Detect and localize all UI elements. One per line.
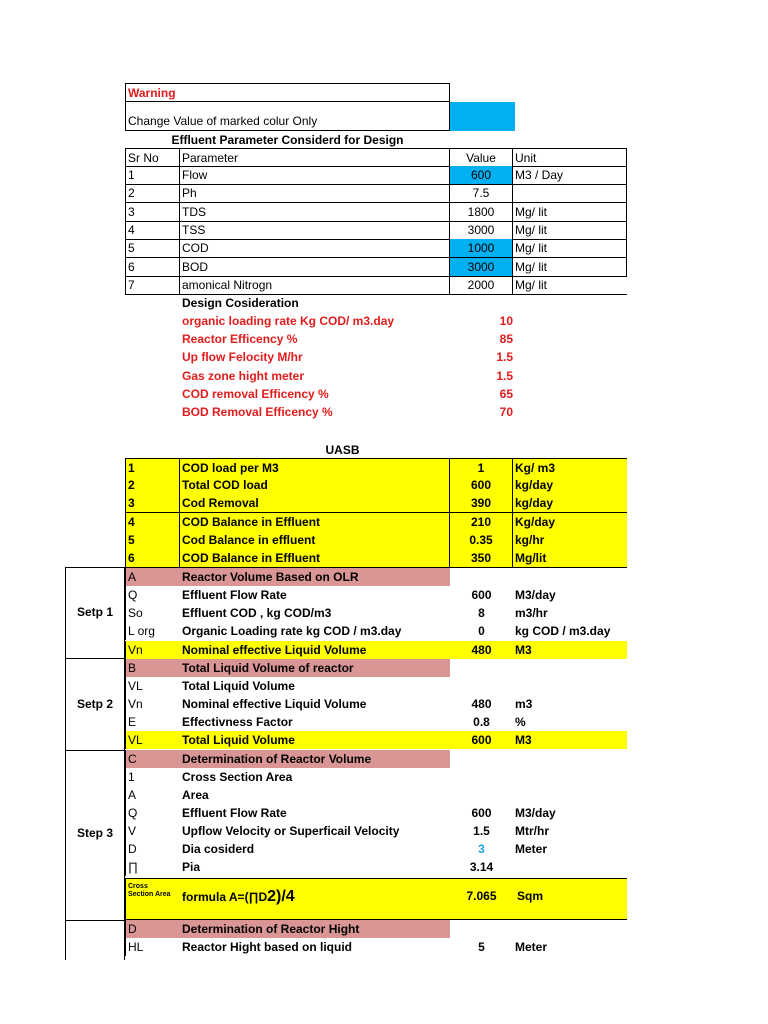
uasb-unit-cell: Mg/lit <box>513 549 627 568</box>
uasb-parameter-cell: COD load per M3 <box>180 458 450 477</box>
design-label: Gas zone hight meter <box>182 368 305 383</box>
header-unit: Unit <box>513 148 627 167</box>
step2-label: Setp 2 <box>76 697 113 711</box>
calc-symbol: Q <box>125 804 180 822</box>
calc-value: 0.8 <box>473 715 490 730</box>
calc-unit: % <box>515 715 526 730</box>
effluent-sr-cell: 6 <box>125 258 180 277</box>
calc-label: Determination of Reactor Hight <box>182 922 360 936</box>
effluent-sr-cell: 1 <box>125 166 180 185</box>
calc-label: Dia cosiderd <box>182 842 255 857</box>
calc-symbol: A <box>125 786 180 804</box>
uasb-parameter-cell: Cod Removal <box>180 494 450 513</box>
calc-symbol: A <box>125 568 180 586</box>
design-label: Reactor Efficency % <box>182 332 298 347</box>
uasb-title: UASB <box>325 443 360 457</box>
calc-symbol: VL <box>125 677 180 695</box>
calc-value: 5 <box>478 940 485 955</box>
calc-symbol: Q <box>125 586 180 604</box>
design-label: organic loading rate Kg COD/ m3.day <box>182 314 395 328</box>
effluent-parameter-cell: BOD <box>180 258 450 277</box>
calc-unit: M3 <box>515 642 532 657</box>
uasb-value-cell: 350 <box>450 549 513 568</box>
calc-value <box>450 786 513 804</box>
calc-value <box>450 920 513 938</box>
step4-box <box>65 920 125 960</box>
calc-value: 600 <box>471 588 492 603</box>
effluent-unit-cell: Mg/ lit <box>513 221 627 240</box>
effluent-value-cell: 2000 <box>450 276 513 295</box>
design-label: BOD Removal Efficency % <box>182 405 333 419</box>
calc-label: Nominal effective Liquid Volume <box>182 642 367 657</box>
calc-symbol: L org <box>125 622 180 640</box>
calc-unit: kg COD / m3.day <box>515 624 611 639</box>
design-value: 65 <box>499 386 513 401</box>
calc-unit <box>513 768 517 786</box>
calc-label: Determination of Reactor Volume <box>182 751 372 766</box>
calc-unit <box>513 858 517 876</box>
calc-symbol: So <box>125 604 180 622</box>
calc-label: Upflow Velocity or Superficail Velocity <box>182 824 400 839</box>
effluent-parameter-cell: TDS <box>180 203 450 222</box>
design-value: 1.5 <box>496 368 513 383</box>
calc-symbol: C <box>125 750 180 768</box>
uasb-parameter-cell: Cod Balance in effluent <box>180 531 450 550</box>
design-label: COD removal Efficency % <box>182 386 329 401</box>
effluent-parameter-cell: COD <box>180 239 450 258</box>
calc-label: Effluent Flow Rate <box>182 805 287 820</box>
uasb-sr-cell: 3 <box>125 494 180 513</box>
uasb-unit-cell: kg/day <box>513 494 627 513</box>
calc-value: 1.5 <box>473 824 490 839</box>
effluent-unit-cell: Mg/ lit <box>513 276 627 295</box>
calc-unit: Meter <box>515 842 548 857</box>
effluent-value-cell: 3000 <box>450 258 513 277</box>
calc-value <box>450 768 513 786</box>
effluent-value-cell: 3000 <box>450 221 513 240</box>
uasb-parameter-cell: COD Balance in Effluent <box>180 513 450 532</box>
uasb-value-cell: 600 <box>450 476 513 495</box>
calc-value <box>450 677 513 695</box>
effluent-unit-cell: Mg/ lit <box>513 258 627 277</box>
effluent-parameter-cell: amonical Nitrogn <box>180 276 450 295</box>
calc-symbol: Vn <box>125 641 180 659</box>
calc-unit: M3/day <box>515 805 556 820</box>
effluent-value-cell: 7.5 <box>450 184 513 203</box>
uasb-parameter-cell: Total COD load <box>180 476 450 495</box>
calc-symbol: HL <box>125 938 180 956</box>
effluent-value-cell: 600 <box>450 166 513 185</box>
calc-unit: M3/day <box>515 588 556 603</box>
calc-value: 3 <box>478 842 485 857</box>
calc-symbol: B <box>125 659 180 677</box>
design-title: Design Cosideration <box>182 296 299 310</box>
uasb-sr-cell: 5 <box>125 531 180 550</box>
calc-symbol: E <box>125 713 180 731</box>
instruction-text: Change Value of marked colur Only <box>128 114 318 128</box>
uasb-unit-cell: kg/hr <box>513 531 627 550</box>
calc-unit: m3 <box>515 697 533 712</box>
design-value: 1.5 <box>496 350 513 365</box>
warning-label: Warning <box>128 86 176 100</box>
calc-symbol: D <box>125 840 180 858</box>
calc-label: Cross Section Area <box>182 769 293 784</box>
uasb-unit-cell: Kg/day <box>513 513 627 532</box>
step3-label: Step 3 <box>76 826 113 840</box>
calc-value: 8 <box>478 606 485 621</box>
step1-label: Setp 1 <box>76 605 113 619</box>
calc-unit <box>513 659 517 677</box>
calc-label: Effluent COD , kg COD/m3 <box>182 606 332 621</box>
formula-part-a: formula A=(∏D <box>182 890 268 904</box>
calc-unit <box>513 920 517 938</box>
effluent-unit-cell: Mg/ lit <box>513 203 627 222</box>
calc-symbol: VL <box>125 731 180 749</box>
calc-symbol: D <box>125 920 180 938</box>
effluent-parameter-cell: Ph <box>180 184 450 203</box>
cross-section-unit: Sqm <box>517 889 544 903</box>
calc-value: 600 <box>471 805 492 820</box>
calc-unit <box>513 677 517 695</box>
uasb-value-cell: 1 <box>450 458 513 477</box>
calc-unit: m3/hr <box>515 606 548 621</box>
effluent-unit-cell <box>513 184 627 203</box>
calc-value <box>450 568 513 586</box>
effluent-sr-cell: 7 <box>125 276 180 295</box>
effluent-sr-cell: 5 <box>125 239 180 258</box>
uasb-sr-cell: 1 <box>125 458 180 477</box>
effluent-parameter-cell: Flow <box>180 166 450 185</box>
cross-section-formula <box>182 887 295 907</box>
calc-unit <box>513 568 517 586</box>
effluent-parameter-cell: TSS <box>180 221 450 240</box>
calc-symbol: Vn <box>125 695 180 713</box>
design-value: 85 <box>499 332 513 347</box>
design-value: 10 <box>499 314 513 328</box>
calc-unit <box>513 786 517 804</box>
calc-label: Effluent Flow Rate <box>182 588 287 603</box>
calc-label: Reactor Hight based on liquid <box>182 940 353 955</box>
calc-unit: Meter <box>515 940 548 955</box>
effluent-value-cell: 1000 <box>450 239 513 258</box>
uasb-value-cell: 0.35 <box>450 531 513 550</box>
effluent-sr-cell: 4 <box>125 221 180 240</box>
uasb-sr-cell: 2 <box>125 476 180 495</box>
design-value: 70 <box>499 405 513 419</box>
effluent-value-cell: 1800 <box>450 203 513 222</box>
calc-label: Total Liquid Volume <box>182 733 295 748</box>
calc-unit: Mtr/hr <box>515 824 549 839</box>
editable-color-swatch <box>450 102 515 131</box>
calc-label: Pia <box>182 860 201 875</box>
calc-label: Effectivness Factor <box>182 715 293 730</box>
calc-value: 3.14 <box>469 860 494 875</box>
calc-value: 480 <box>471 697 492 712</box>
header-parameter: Parameter <box>180 148 450 167</box>
cross-section-value: 7.065 <box>466 889 497 903</box>
calc-label: Organic Loading rate kg COD / m3.day <box>182 624 402 639</box>
header-sr: Sr No <box>125 148 180 167</box>
effluent-unit-cell: M3 / Day <box>513 166 627 185</box>
calc-value: 480 <box>471 642 492 657</box>
calc-unit <box>513 750 517 768</box>
calc-symbol: ∏ <box>125 858 180 876</box>
effluent-unit-cell: Mg/ lit <box>513 239 627 258</box>
effluent-sr-cell: 2 <box>125 184 180 203</box>
calc-label: Total Liquid Volume of reactor <box>182 660 354 675</box>
calc-value <box>450 659 513 677</box>
uasb-sr-cell: 4 <box>125 513 180 532</box>
uasb-unit-cell: kg/day <box>513 476 627 495</box>
effluent-sr-cell: 3 <box>125 203 180 222</box>
effluent-title: Effluent Parameter Considerd for Design <box>171 133 404 147</box>
uasb-unit-cell: Kg/ m3 <box>513 458 627 477</box>
uasb-sr-cell: 6 <box>125 549 180 568</box>
uasb-value-cell: 210 <box>450 513 513 532</box>
uasb-parameter-cell: COD Balance in Effluent <box>180 549 450 568</box>
cross-section-symbol: Cross Section Area <box>128 883 171 898</box>
calc-unit: M3 <box>515 733 532 748</box>
header-value: Value <box>450 148 513 167</box>
uasb-value-cell: 390 <box>450 494 513 513</box>
calc-symbol: V <box>125 822 180 840</box>
calc-value: 0 <box>478 624 485 639</box>
calc-value <box>450 750 513 768</box>
calc-symbol: 1 <box>125 768 180 786</box>
calc-value: 600 <box>471 733 492 748</box>
design-label: Up flow Felocity M/hr <box>182 350 303 365</box>
calc-label: Total Liquid Volume <box>182 678 295 693</box>
calc-label: Nominal effective Liquid Volume <box>182 697 367 712</box>
calc-label: Reactor Volume Based on OLR <box>182 570 359 584</box>
calc-label: Area <box>182 787 209 802</box>
formula-part-b: 2)/4 <box>267 888 295 905</box>
